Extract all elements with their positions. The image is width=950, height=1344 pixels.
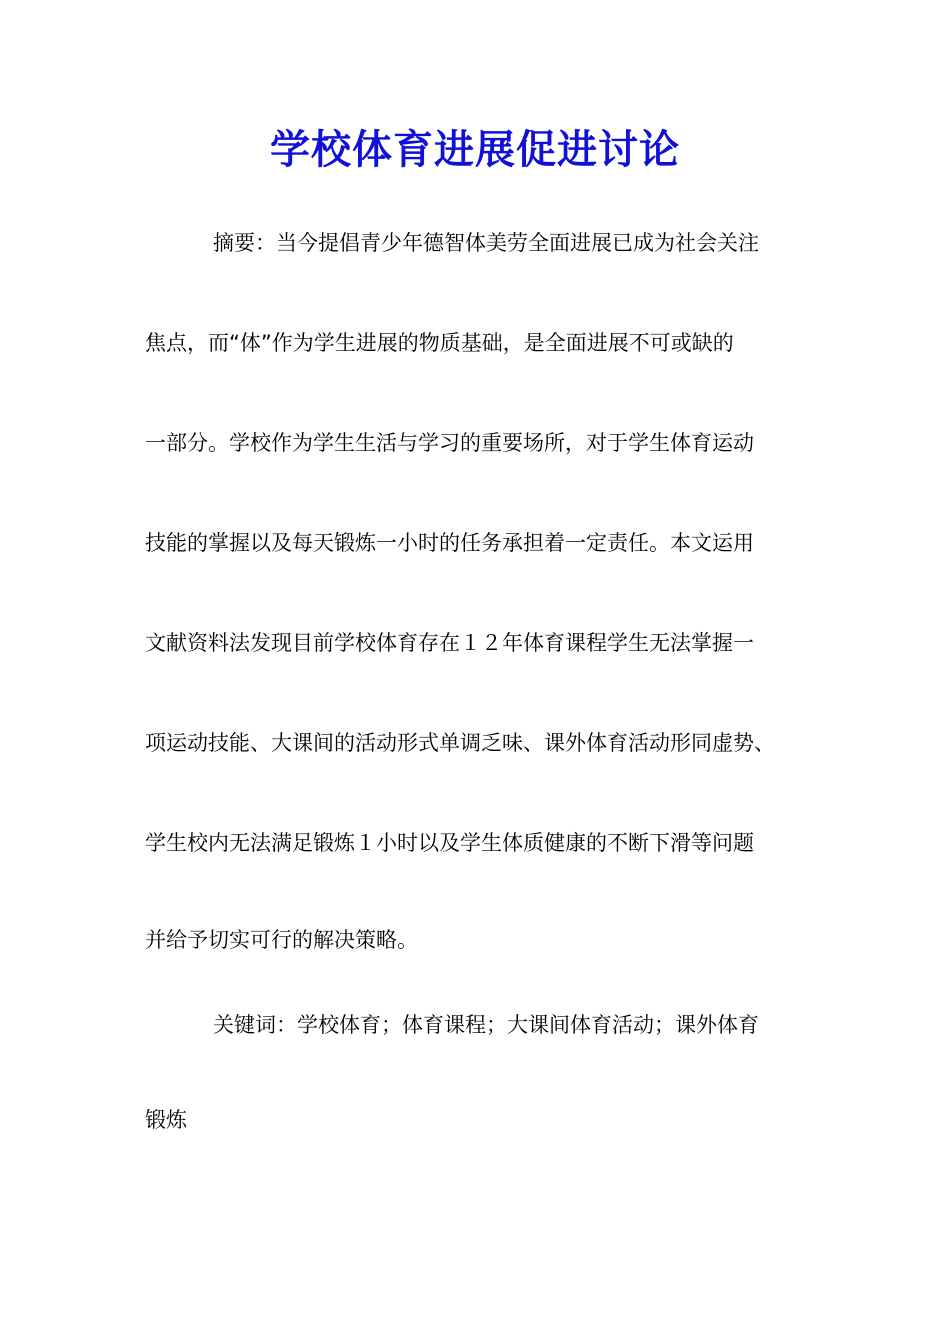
abstract-line-6: 项运动技能、大课间的活动形式单调乏味、课外体育活动形同虚势、: [145, 731, 775, 755]
abstract-line-8: 并给予切实可行的解决策略。: [145, 928, 418, 952]
keywords-line-1: 关键词：学校体育；体育课程；大课间体育活动；课外体育: [213, 1013, 759, 1037]
abstract-line-2: 焦点，而“体”作为学生进展的物质基础，是全面进展不可或缺的: [145, 331, 734, 355]
abstract-line-5: 文献资料法发现目前学校体育存在１２年体育课程学生无法掌握一: [145, 631, 754, 655]
keywords-line-2: 锻炼: [145, 1108, 187, 1132]
document-title: 学校体育进展促进讨论: [270, 126, 680, 173]
abstract-line-7: 学生校内无法满足锻炼１小时以及学生体质健康的不断下滑等问题: [145, 831, 754, 855]
abstract-line-3: 一部分。学校作为学生生活与学习的重要场所，对于学生体育运动: [145, 431, 754, 455]
abstract-line-1: 摘要：当今提倡青少年德智体美劳全面进展已成为社会关注: [213, 231, 759, 255]
abstract-line-4: 技能的掌握以及每天锻炼一小时的任务承担着一定责任。本文运用: [145, 531, 754, 555]
